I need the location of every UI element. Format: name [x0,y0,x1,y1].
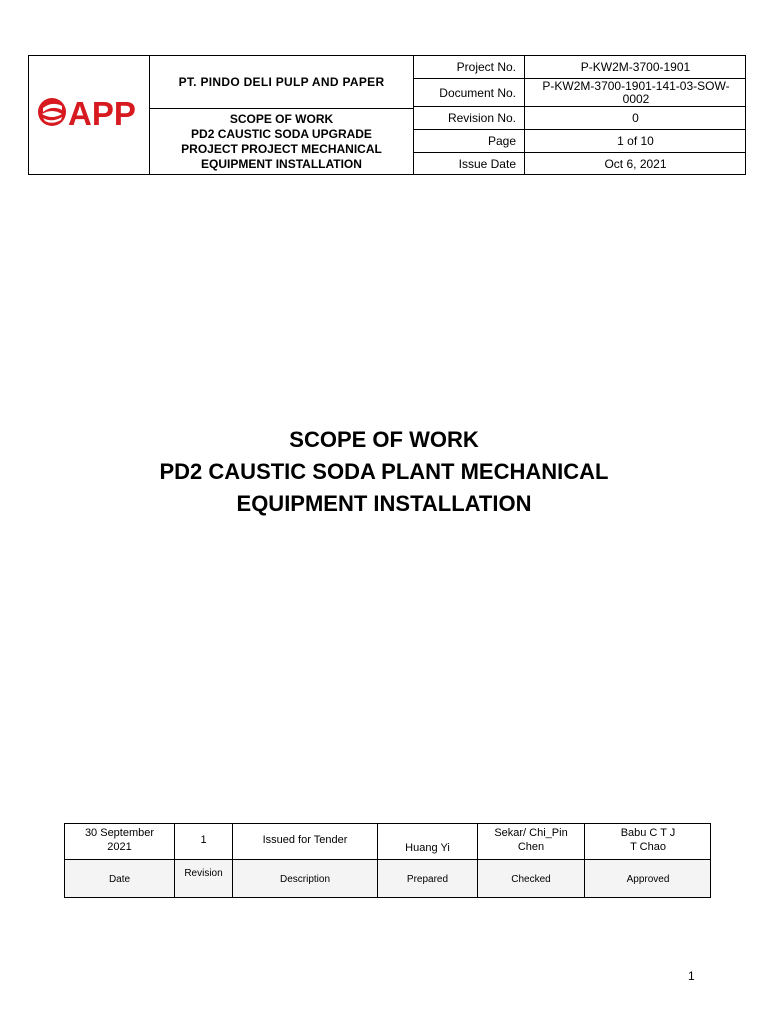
date-column-label: Date [108,873,131,885]
revision-column-label: Revision [184,867,223,879]
logo-text: APP [68,95,136,132]
revision-approved [585,826,711,854]
issue-date-value: Oct 6, 2021 [604,156,667,171]
revision-description: Issued for Tender [262,834,348,846]
revision-approved-text: Babu C T J T Chao [620,827,676,853]
project-no-value: P-KW2M-3700-1901 [580,59,691,74]
page-number: 1 [688,969,695,983]
document-header [28,55,746,175]
page-value: 1 of 10 [617,133,654,148]
header-document-title [150,109,413,175]
title-line-2: PD2 CAUSTIC SODA PLANT MECHANICAL [159,459,609,484]
header-title-line: PD2 CAUSTIC SODA UPGRADE [191,127,372,141]
checked-column-label: Checked [511,873,551,885]
page-label: Page [487,134,516,148]
header-title-line: SCOPE OF WORK [229,112,334,126]
header-title-line: EQUIPMENT INSTALLATION [201,157,362,171]
description-column-label: Description [279,873,331,885]
revision-date [65,826,174,854]
title-line-3: EQUIPMENT INSTALLATION [236,491,532,516]
revision-checked [478,826,584,854]
revision-prepared: Huang Yi [405,842,450,854]
company-name: PT. PINDO DELI PULP AND PAPER [178,75,385,89]
revision-number: 1 [200,834,207,846]
header-title-line: PROJECT PROJECT MECHANICAL [181,142,382,156]
revision-no-label: Revision No. [447,111,516,125]
document-no-label: Document No. [439,85,516,100]
approved-column-label: Approved [626,873,670,885]
project-no-label: Project No. [456,60,516,74]
issue-date-label: Issue Date [458,157,516,171]
document-no-value: P-KW2M-3700-1901-141-03-SOW-0002 [542,78,730,106]
revision-table [64,823,711,898]
revision-date-text: 30 September 2021 [84,827,155,853]
prepared-column-label: Prepared [406,873,449,885]
revision-checked-text: Sekar/ Chi_Pin Chen [494,827,568,853]
title-line-1: SCOPE OF WORK [289,427,479,452]
app-logo [35,92,147,132]
revision-no-value: 0 [632,110,639,125]
document-title [0,424,768,520]
